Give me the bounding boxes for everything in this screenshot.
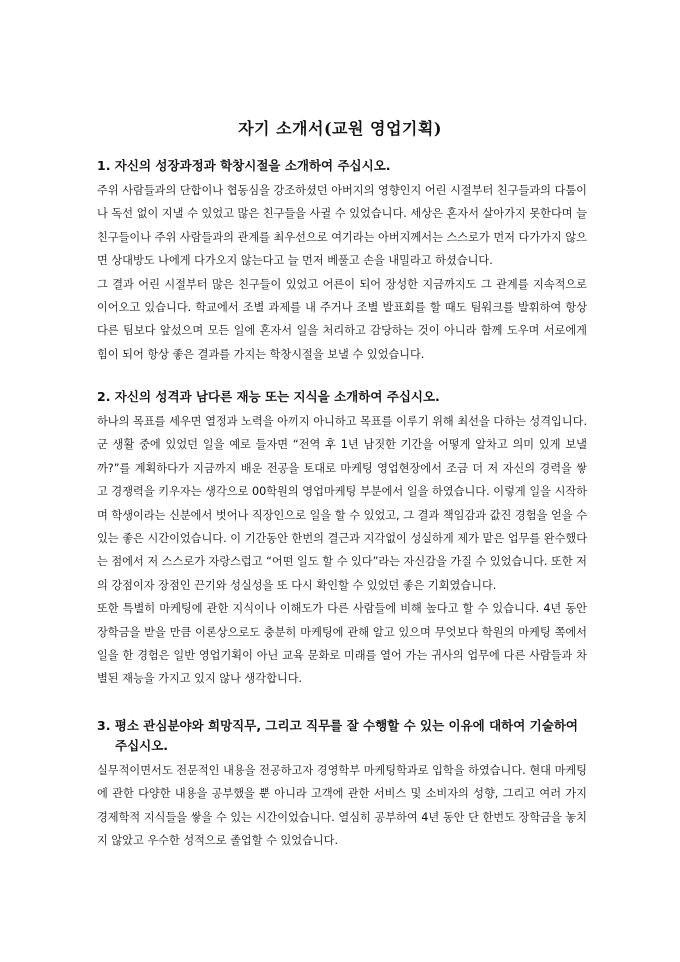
section-paragraph: 하나의 목표를 세우면 열정과 노력을 아끼지 아니하고 목표를 이루기 위해 최선을 다하는 성격입니다. 군 생활 중에 있었던 일을 예로 들자면 “전역 후 1년 남짓한 기간을 어떻게 알차고 의미 있게 보낼까?”를 계획하다가 지금까지 배운 전공을 토대로 마케팅 영업현장에서 조금 더 저 자신의 경력을 쌓고 경쟁력을 키우자는 생각으로 00학원의 영업마케팅 부분에서 일을 하였습니다. 이렇게 일을 시작하며 학생이라는 신분에서 벗어나 직장인으로 일을 할 수 있었고, 그 결과 책임감과 값진 경험을 얻을 수 있는 좋은 시간이었습니다. 이 기간동안 한번의 결근과 지각없이 성실하게 제가 맡은 업무를 완수했다는 점에서 저 스스로가 자랑스럽고 “어떤 일도 할 수 있다”라는 자신감을 가질 수 있었습니다. 또한 저의 강점이자 장점인 끈기와 성실성을 또 다시 확인할 수 있었던 좋은 기회였습니다.: [97, 415, 587, 592]
section-heading: 3. 평소 관심분야와 희망직무, 그리고 직무를 잘 수행할 수 있는 이유에 대하여 기술하여 주십시오.: [97, 718, 583, 753]
section-paragraph: 그 결과 어린 시절부터 많은 친구들이 있었고 어른이 되어 장성한 지금까지도 그 관계를 지속적으로 이어오고 있습니다. 학교에서 조별 과제를 내 주거나 조별 발표회를 할 때도 팀워크를 발휘하여 항상 다른 팀보다 앞섰으며 모든 일에 혼자서 일을 처리하고 감당하는 것이 아니라 함께 도우며 서로에게 힘이 되어 항상 좋은 결과를 가지는 학창시절을 보낼 수 있었습니다.: [97, 277, 587, 361]
section-paragraph: 주위 사람들과의 단합이나 협동심을 강조하셨던 아버지의 영향인지 어린 시절부터 친구들과의 다툼이나 독선 없이 지낼 수 있었고 많은 친구들을 사귈 수 있었습니다. 세상은 혼자서 살아가지 못한다며 늘 친구들이나 주위 사람들과의 관계를 최우선으로 여기라는 아버지께서는 스스로가 먼저 다가가지 않으면 상대방도 나에게 다가오지 않는다고 늘 먼저 베풀고 손을 내밀라고 하셨습니다.: [97, 184, 587, 268]
section-personality: [97, 387, 587, 691]
section-paragraph: 또한 특별히 마케팅에 관한 지식이나 이해도가 다른 사람들에 비해 높다고 할 수 있습니다. 4년 동안 장학금을 받을 만큼 이론상으로도 충분히 마케팅에 관해 알고 있으며 무엇보다 학원의 마케팅 쪽에서 일을 한 경험은 일반 영업기획이 아닌 교육 문화로 미래를 열어 가는 귀사의 업무에 다른 사람들과 차별된 재능을 가지고 있지 않나 생각합니다.: [97, 602, 587, 686]
section-heading: 1. 자신의 성장과정과 학창시절을 소개하여 주십시오.: [97, 158, 391, 173]
section-interest: [97, 716, 587, 853]
document-title: 자기 소개서(교원 영업기획): [238, 119, 442, 138]
section-paragraph: 실무적이면서도 전문적인 내용을 전공하고자 경영학부 마케팅학과로 입학을 하였습니다. 현대 마케팅에 관한 다양한 내용을 공부했을 뿐 아니라 고객에 관한 서비스 및 소비자의 성향, 그리고 여러 가지 경제학적 지식들을 쌓을 수 있는 시간이었습니다. 열심히 공부하여 4년 동안 단 한번도 장학금을 놓치지 않았고 우수한 성적으로 졸업할 수 있었습니다.: [97, 764, 587, 848]
section-heading: 2. 자신의 성격과 남다른 재능 또는 지식을 소개하여 주십시오.: [97, 389, 440, 404]
section-growth: [97, 156, 587, 366]
